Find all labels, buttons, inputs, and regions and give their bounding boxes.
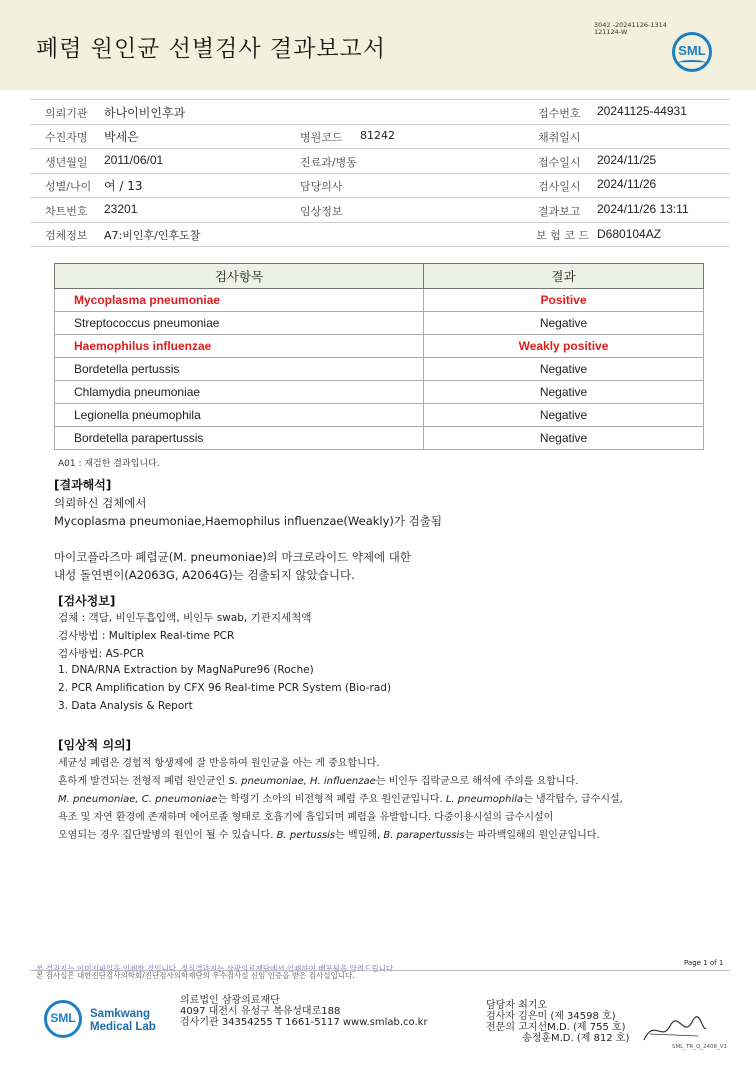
address-line: 검사기관 34354255 T 1661-5117 www.smlab.co.kr <box>180 1017 428 1028</box>
table-row <box>55 358 704 381</box>
receipt-no-value: 20241125-44931 <box>597 104 687 118</box>
birth-value: 2011/06/01 <box>104 153 164 167</box>
divider <box>30 222 730 223</box>
test-item: Legionella pneumophila <box>55 404 424 427</box>
divider <box>30 246 730 247</box>
test-result: Weakly positive <box>424 335 704 358</box>
test-info-line: 검사방법 : Multiplex Real-time PCR <box>58 630 235 642</box>
divider <box>30 148 730 149</box>
page-number: Page 1 of 1 <box>684 959 724 967</box>
logo-text: SML <box>50 1011 76 1025</box>
logo-text: SML <box>678 43 706 58</box>
clinical-line: 세균성 폐렴은 경험적 항생제에 잘 반응하여 원인균을 아는 게 중요합니다. <box>58 758 380 769</box>
interpretation-line: 의뢰하신 검체에서 <box>54 496 147 510</box>
test-date-label: 검사일시 <box>538 180 581 193</box>
divider <box>30 970 730 971</box>
table-row <box>55 427 704 450</box>
address-line: 의료법인 삼광의료재단 <box>180 995 280 1006</box>
clinical-info-label: 임상정보 <box>300 205 343 218</box>
hospital-code-label: 병원코드 <box>300 131 343 144</box>
test-info-heading: [검사정보] <box>58 594 116 608</box>
interpretation-line: 마이코플라즈마 폐렴균(M. pneumoniae)의 마크로라이드 약제에 대한 <box>54 550 412 564</box>
divider <box>30 173 730 174</box>
test-info-line: 1. DNA/RNA Extraction by MagNaPure96 (Roche) <box>58 664 314 676</box>
specimen-value: A7:비인후/인후도찰 <box>104 229 201 242</box>
receipt-date-value: 2024/11/25 <box>597 153 657 167</box>
test-result: Negative <box>424 381 704 404</box>
staff-line: 검사자 김은미 (제 34598 호) <box>486 1011 616 1022</box>
sex-age-value: 여 / 13 <box>104 179 143 193</box>
interpretation-line: 내성 돌연변이(A2063G, A2064G)는 검출되지 않았습니다. <box>54 568 355 582</box>
patient-label: 수진자명 <box>45 131 88 144</box>
address-line: 4097 대전시 유성구 복유성대로188 <box>180 1006 341 1017</box>
brand-line: Medical Lab <box>90 1021 156 1033</box>
sml-logo-icon <box>672 32 712 72</box>
institution-label: 의뢰기관 <box>45 107 88 120</box>
form-code: SML_TR_Q_2408_V1 <box>672 1044 728 1050</box>
staff-line: 담당자 최기오 <box>486 1000 548 1011</box>
clinical-heading: [임상적 의의] <box>58 738 132 752</box>
staff-line: 전문의 고지선M.D. (제 755 호) <box>486 1022 626 1033</box>
footer-staff <box>486 1000 629 1044</box>
column-header-item: 검사항목 <box>55 264 424 289</box>
patient-value: 박세은 <box>104 130 139 144</box>
interpretation-heading: [결과해석] <box>54 478 112 492</box>
table-row <box>55 335 704 358</box>
hospital-code-value: 81242 <box>360 129 395 142</box>
clinical-line: 욕조 및 자연 환경에 존재하며 에어로졸 형태로 호흡기에 흡입되며 폐렴을 유발합니다. 다중이용시설의 급수시설이 <box>58 812 554 823</box>
document-code-line: 3042 -20241126-1314 <box>594 21 667 29</box>
test-info-line: 검사방법: AS-PCR <box>58 648 145 660</box>
interpretation-line: Mycoplasma pneumoniae,Haemophilus influenzae(Weakly)가 검출됨 <box>54 514 442 528</box>
test-item: Bordetella parapertussis <box>55 427 424 450</box>
divider <box>30 197 730 198</box>
test-item: Mycoplasma pneumoniae <box>55 289 424 312</box>
document-code <box>594 22 667 36</box>
specimen-label: 검체정보 <box>45 229 88 242</box>
table-row <box>55 381 704 404</box>
table-row <box>55 289 704 312</box>
sml-footer-logo-icon <box>44 1000 82 1038</box>
table-row <box>55 404 704 427</box>
signature-icon <box>640 1012 710 1048</box>
footer-brand <box>90 1008 156 1034</box>
receipt-no-label: 접수번호 <box>538 107 581 120</box>
document-code-line: 121124-W <box>594 28 628 36</box>
report-title: 폐렴 원인균 선별검사 결과보고서 <box>36 36 386 62</box>
test-result: Negative <box>424 427 704 450</box>
birth-label: 생년월일 <box>45 156 88 169</box>
footer-address <box>180 995 428 1028</box>
sex-age-label: 성별/나이 <box>45 180 92 193</box>
insurance-value: D680104AZ <box>597 227 662 241</box>
table-row <box>55 312 704 335</box>
table-header-row <box>55 264 704 289</box>
insurance-label: 보 험 코 드 <box>536 229 589 242</box>
report-date-label: 결과보고 <box>538 205 581 218</box>
clinical-line: 오염되는 경우 집단발병의 원인이 될 수 있습니다. B. pertussis는 백일해, B. parapertussis는 파라백일해의 원인균입니다. <box>58 830 600 841</box>
test-item: Chlamydia pneumoniae <box>55 381 424 404</box>
retest-note: A01 : 재검한 결과입니다. <box>58 459 160 469</box>
institution-value: 하나이비인후과 <box>104 106 186 120</box>
clinical-line: M. pneumoniae, C. pneumoniae는 학령기 소아의 비전형적 폐렴 주요 원인균입니다. L. pneumophila는 냉각탑수, 급수시설, <box>58 794 623 805</box>
test-item: Haemophilus influenzae <box>55 335 424 358</box>
footer-notice: 본 결과지는 이미지파일을 인쇄한 것입니다. 정식결과지는 삼광의료재단에서 인쇄하여 배포됨을 알려드립니다. <box>36 964 396 973</box>
test-info-line: 3. Data Analysis & Report <box>58 700 193 712</box>
test-date-value: 2024/11/26 <box>597 177 657 191</box>
results-table <box>54 263 704 450</box>
report-date-value: 2024/11/26 13:11 <box>597 202 689 216</box>
test-result: Negative <box>424 404 704 427</box>
clinical-line: 흔하게 발견되는 전형적 폐렴 원인균인 S. pneumoniae, H. influenzae는 비인두 집락균으로 해석에 주의를 요합니다. <box>58 776 579 787</box>
dept-label: 진료과/병동 <box>300 156 357 169</box>
brand-line: Samkwang <box>90 1008 151 1020</box>
staff-line: 송정훈M.D. (제 812 호) <box>522 1033 630 1044</box>
test-result: Negative <box>424 312 704 335</box>
collection-date-label: 채취일시 <box>538 131 581 144</box>
receipt-date-label: 접수일시 <box>538 156 581 169</box>
test-item: Streptococcus pneumoniae <box>55 312 424 335</box>
divider <box>30 99 730 100</box>
test-result: Negative <box>424 358 704 381</box>
test-info-line: 2. PCR Amplification by CFX 96 Real-time PCR System (Bio-rad) <box>58 682 392 694</box>
test-result: Positive <box>424 289 704 312</box>
doctor-label: 담당의사 <box>300 180 343 193</box>
test-item: Bordetella pertussis <box>55 358 424 381</box>
divider <box>30 124 730 125</box>
chart-label: 차트번호 <box>45 205 88 218</box>
footer-notice: 본 검사실은 대한진단검사의학회/진단검사의학재단의 우수검사실 신임 인증을 받은 검사실입니다. <box>36 971 355 980</box>
test-info-line: 검체 : 객담, 비인두흡입액, 비인두 swab, 기관지세척액 <box>58 612 312 624</box>
chart-value: 23201 <box>104 202 138 216</box>
column-header-result: 결과 <box>424 264 704 289</box>
